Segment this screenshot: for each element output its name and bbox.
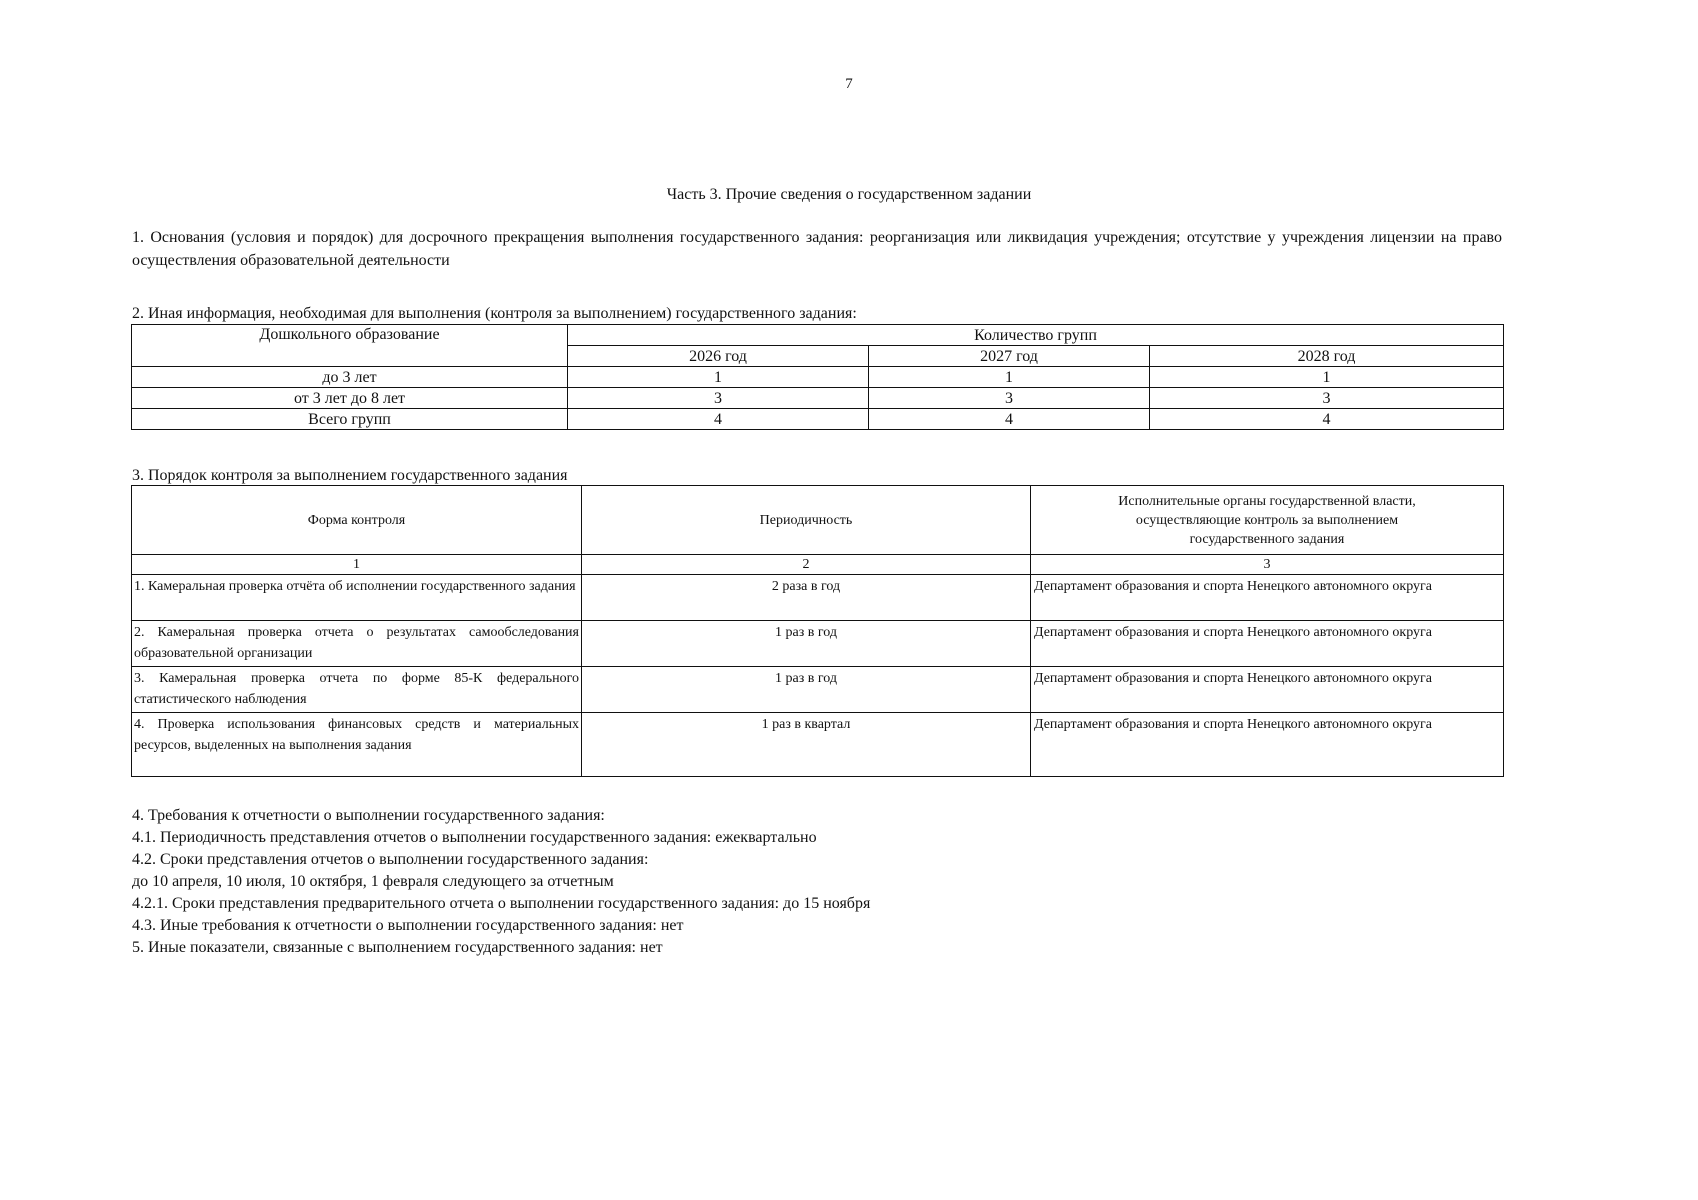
section-3-heading: 3. Порядок контроля за выполнением государственного задания: [132, 467, 568, 484]
table-row: [132, 409, 1504, 430]
section-2-heading: 2. Иная информация, необходимая для выполнения (контроля за выполнением) государственного задания:: [132, 305, 857, 322]
cell-value: 4: [568, 409, 869, 430]
cell-value: 4: [869, 409, 1150, 430]
control-periodicity: 1 раз в квартал: [582, 713, 1031, 777]
row-label: до 3 лет: [132, 367, 568, 388]
requirement-line: 5. Иные показатели, связанные с выполнением государственного задания: нет: [132, 939, 663, 956]
year-header: 2028 год: [1150, 346, 1504, 367]
control-table-header-form: Форма контроля: [132, 486, 582, 555]
cell-value: 4: [1150, 409, 1504, 430]
section-1-text: 1. Основания (условия и порядок) для досрочного прекращения выполнения государственного задания: реорганизация или ликвидация учреждения; отсутствие у учреждения лицензии на право осуществления образовательной деятельности: [132, 229, 1502, 269]
control-form: 2. Камеральная проверка отчета о результатах самообследования образовательной организации: [132, 621, 582, 667]
cell-value: 1: [568, 367, 869, 388]
control-authority: Департамент образования и спорта Ненецкого автономного округа: [1031, 575, 1504, 621]
control-authority: Департамент образования и спорта Ненецкого автономного округа: [1031, 713, 1504, 777]
cell-value: 3: [869, 388, 1150, 409]
control-form: 4. Проверка использования финансовых средств и материальных ресурсов, выделенных на выполнения задания: [132, 713, 582, 777]
column-number: 3: [1031, 555, 1504, 575]
control-form: 3. Камеральная проверка отчета по форме 85-К федерального статистического наблюдения: [132, 667, 582, 713]
row-label: от 3 лет до 8 лет: [132, 388, 568, 409]
groups-table-col1-header: Дошкольного образование: [132, 325, 568, 367]
requirement-line: 4.2. Сроки представления отчетов о выполнении государственного задания:: [132, 851, 649, 868]
page-number: 7: [845, 76, 853, 92]
table-row: [132, 667, 1504, 713]
control-authority: Департамент образования и спорта Ненецкого автономного округа: [1031, 621, 1504, 667]
groups-table: [131, 324, 1504, 430]
control-authority: Департамент образования и спорта Ненецкого автономного округа: [1031, 667, 1504, 713]
year-header: 2027 год: [869, 346, 1150, 367]
year-header: 2026 год: [568, 346, 869, 367]
control-periodicity: 2 раза в год: [582, 575, 1031, 621]
requirement-line: 4.1. Периодичность представления отчетов о выполнении государственного задания: ежеквартально: [132, 829, 817, 846]
table-row: [132, 713, 1504, 777]
requirements-section: [132, 805, 870, 959]
cell-value: 1: [1150, 367, 1504, 388]
table-row: [132, 621, 1504, 667]
control-table-header-authority: Исполнительные органы государственной власти, осуществляющие контроль за выполнением государственного задания: [1031, 486, 1504, 555]
control-table-header-periodicity: Периодичность: [582, 486, 1031, 555]
cell-value: 3: [568, 388, 869, 409]
column-number: 2: [582, 555, 1031, 575]
control-periodicity: 1 раз в год: [582, 667, 1031, 713]
groups-table-group-header: Количество групп: [568, 325, 1504, 346]
requirement-line: 4.2.1. Сроки представления предварительного отчета о выполнении государственного задания: до 15 ноября: [132, 895, 871, 912]
control-table: [131, 485, 1504, 777]
row-label: Всего групп: [132, 409, 568, 430]
table-row: [132, 575, 1504, 621]
column-number: 1: [132, 555, 582, 575]
cell-value: 3: [1150, 388, 1504, 409]
requirement-line: 4. Требования к отчетности о выполнении государственного задания:: [132, 807, 605, 824]
control-periodicity: 1 раз в год: [582, 621, 1031, 667]
requirement-line: 4.3. Иные требования к отчетности о выполнении государственного задания: нет: [132, 917, 684, 934]
table-row: [132, 388, 1504, 409]
requirement-line: до 10 апреля, 10 июля, 10 октября, 1 февраля следующего за отчетным: [132, 873, 614, 890]
table-row: [132, 367, 1504, 388]
control-form: 1. Камеральная проверка отчёта об исполнении государственного задания: [132, 575, 582, 621]
part-title: Часть 3. Прочие сведения о государственном задании: [666, 186, 1032, 203]
cell-value: 1: [869, 367, 1150, 388]
